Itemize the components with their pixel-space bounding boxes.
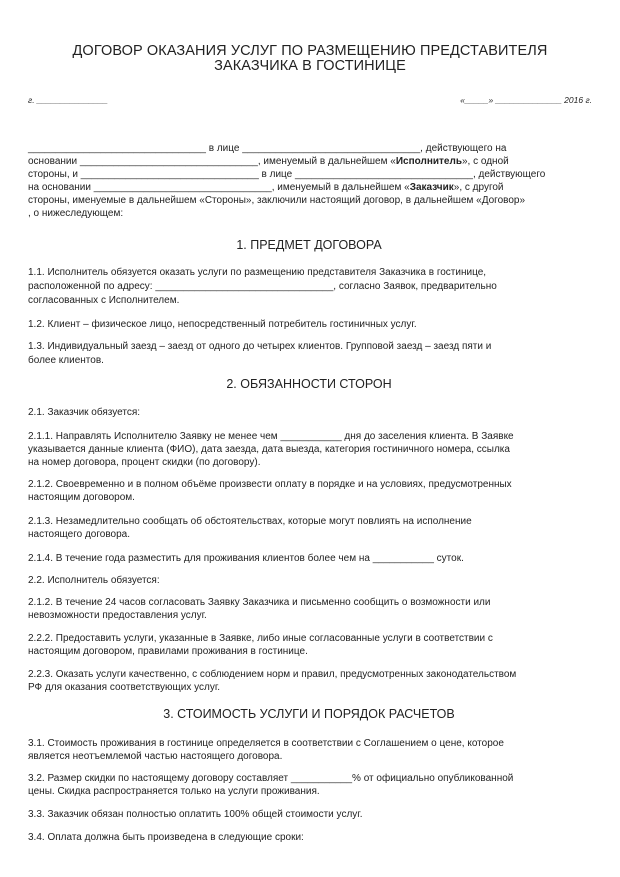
- preamble-line-1: ________________________________ в лице ________________________________, действующего на: [28, 143, 507, 154]
- clause-2-2-2-line-1: 2.2.2. Предоставить услуги, указанные в Заявке, либо иные согласованные услуги в соответствии с: [28, 633, 493, 644]
- clause-1-1-line-1: 1.1. Исполнитель обязуется оказать услуги по размещению представителя Заказчика в гостинице,: [28, 267, 487, 278]
- clause-2-1-3-line-2: настоящего договора.: [28, 529, 131, 540]
- section-3-heading: 3. СТОИМОСТЬ УСЛУГИ И ПОРЯДОК РАСЧЕТОВ: [163, 707, 455, 721]
- clause-1-3-line-2: более клиентов.: [28, 355, 104, 366]
- clause-3-1-line-1: 3.1. Стоимость проживания в гостинице определяется в соответствии с Соглашением о цене, которое: [28, 738, 504, 749]
- clause-1-1-line-3: согласованных с Исполнителем.: [28, 295, 180, 306]
- clause-2-1: 2.1. Заказчик обязуется:: [28, 407, 141, 418]
- clause-2-2: 2.2. Исполнитель обязуется:: [28, 575, 160, 586]
- clause-1-2: 1.2. Клиент – физическое лицо, непосредственный потребитель гостиничных услуг.: [28, 319, 417, 330]
- section-1-heading: 1. ПРЕДМЕТ ДОГОВОРА: [236, 238, 382, 252]
- clause-2-1-1-line-1: 2.1.1. Направлять Исполнителю Заявку не менее чем ___________ дня до заселения клиента. В Заявке: [28, 431, 514, 442]
- clause-2-1-2-line-2: настоящим договором.: [28, 492, 135, 503]
- clause-2-1-1-line-3: на номер договора, процент скидки (по договору).: [28, 457, 261, 468]
- clause-2-1-2-line-1: 2.1.2. Своевременно и в полном объёме произвести оплату в порядке и на условиях, предусмотренных: [28, 479, 512, 490]
- title-line-1: ДОГОВОР ОКАЗАНИЯ УСЛУГ ПО РАЗМЕЩЕНИЮ ПРЕДСТАВИТЕЛЯ: [72, 43, 548, 59]
- clause-1-3-line-1: 1.3. Индивидуальный заезд – заезд от одного до четырех клиентов. Групповой заезд – заезд пяти и: [28, 341, 492, 352]
- title-line-2: ЗАКАЗЧИКА В ГОСТИНИЦЕ: [214, 58, 406, 74]
- clause-2-1-1-line-2: указывается данные клиента (ФИО), дата заезда, дата выезда, категория гостиничного номера, ссылка: [28, 444, 510, 455]
- clause-3-2-line-2: цены. Скидка распространяется только на услуги проживания.: [28, 786, 320, 797]
- preamble-line-2: основании ________________________________, именуемый в дальнейшем «Исполнитель», с одной: [28, 156, 509, 167]
- preamble-line-6: , о нижеследующем:: [28, 208, 124, 219]
- preamble-line-4: на основании ________________________________, именуемый в дальнейшем «Заказчик», с другой: [28, 182, 504, 193]
- clause-3-2-line-1: 3.2. Размер скидки по настоящему договору составляет ___________% от официально опубликованной: [28, 773, 514, 784]
- contract-place: г. _______________: [28, 95, 108, 105]
- preamble-line-5: стороны, именуемые в дальнейшем «Стороны», заключили настоящий договор, в дальнейшем «Договор»: [28, 195, 526, 206]
- contract-date: «_____» ______________ 2016 г.: [460, 95, 592, 105]
- section-2-heading: 2. ОБЯЗАННОСТИ СТОРОН: [226, 377, 392, 391]
- clause-2-1-4: 2.1.4. В течение года разместить для проживания клиентов более чем на ___________ суток.: [28, 553, 464, 564]
- clause-1-1-line-2: расположенной по адресу: ________________________________, согласно Заявок, предварительно: [28, 281, 497, 292]
- document-title: [30, 44, 590, 74]
- clause-2-2-3-line-1: 2.2.3. Оказать услуги качественно, с соблюдением норм и правил, предусмотренных законодательством: [28, 669, 517, 680]
- clause-2-2-1-line-2: невозможности предоставления услуг.: [28, 610, 207, 621]
- executor-term: Исполнитель: [395, 156, 462, 167]
- clause-3-3: 3.3. Заказчик обязан полностью оплатить 100% общей стоимости услуг.: [28, 809, 363, 820]
- clause-2-2-3-line-2: РФ для оказания соответствующих услуг.: [28, 682, 221, 693]
- clause-2-2-2-line-2: настоящим договором, правилами проживания в гостинице.: [28, 646, 308, 657]
- clause-3-1-line-2: является неотъемлемой частью настоящего договора.: [28, 751, 283, 762]
- customer-term: Заказчик: [409, 182, 454, 193]
- clause-2-1-3-line-1: 2.1.3. Незамедлительно сообщать об обстоятельствах, которые могут повлиять на исполнение: [28, 516, 472, 527]
- clause-2-2-1-line-1: 2.1.2. В течение 24 часов согласовать Заявку Заказчика и письменно сообщить о возможности или: [28, 597, 491, 608]
- preamble-line-3: стороны, и ________________________________ в лице ________________________________, действующего: [28, 169, 546, 180]
- clause-3-4: 3.4. Оплата должна быть произведена в следующие сроки:: [28, 832, 304, 843]
